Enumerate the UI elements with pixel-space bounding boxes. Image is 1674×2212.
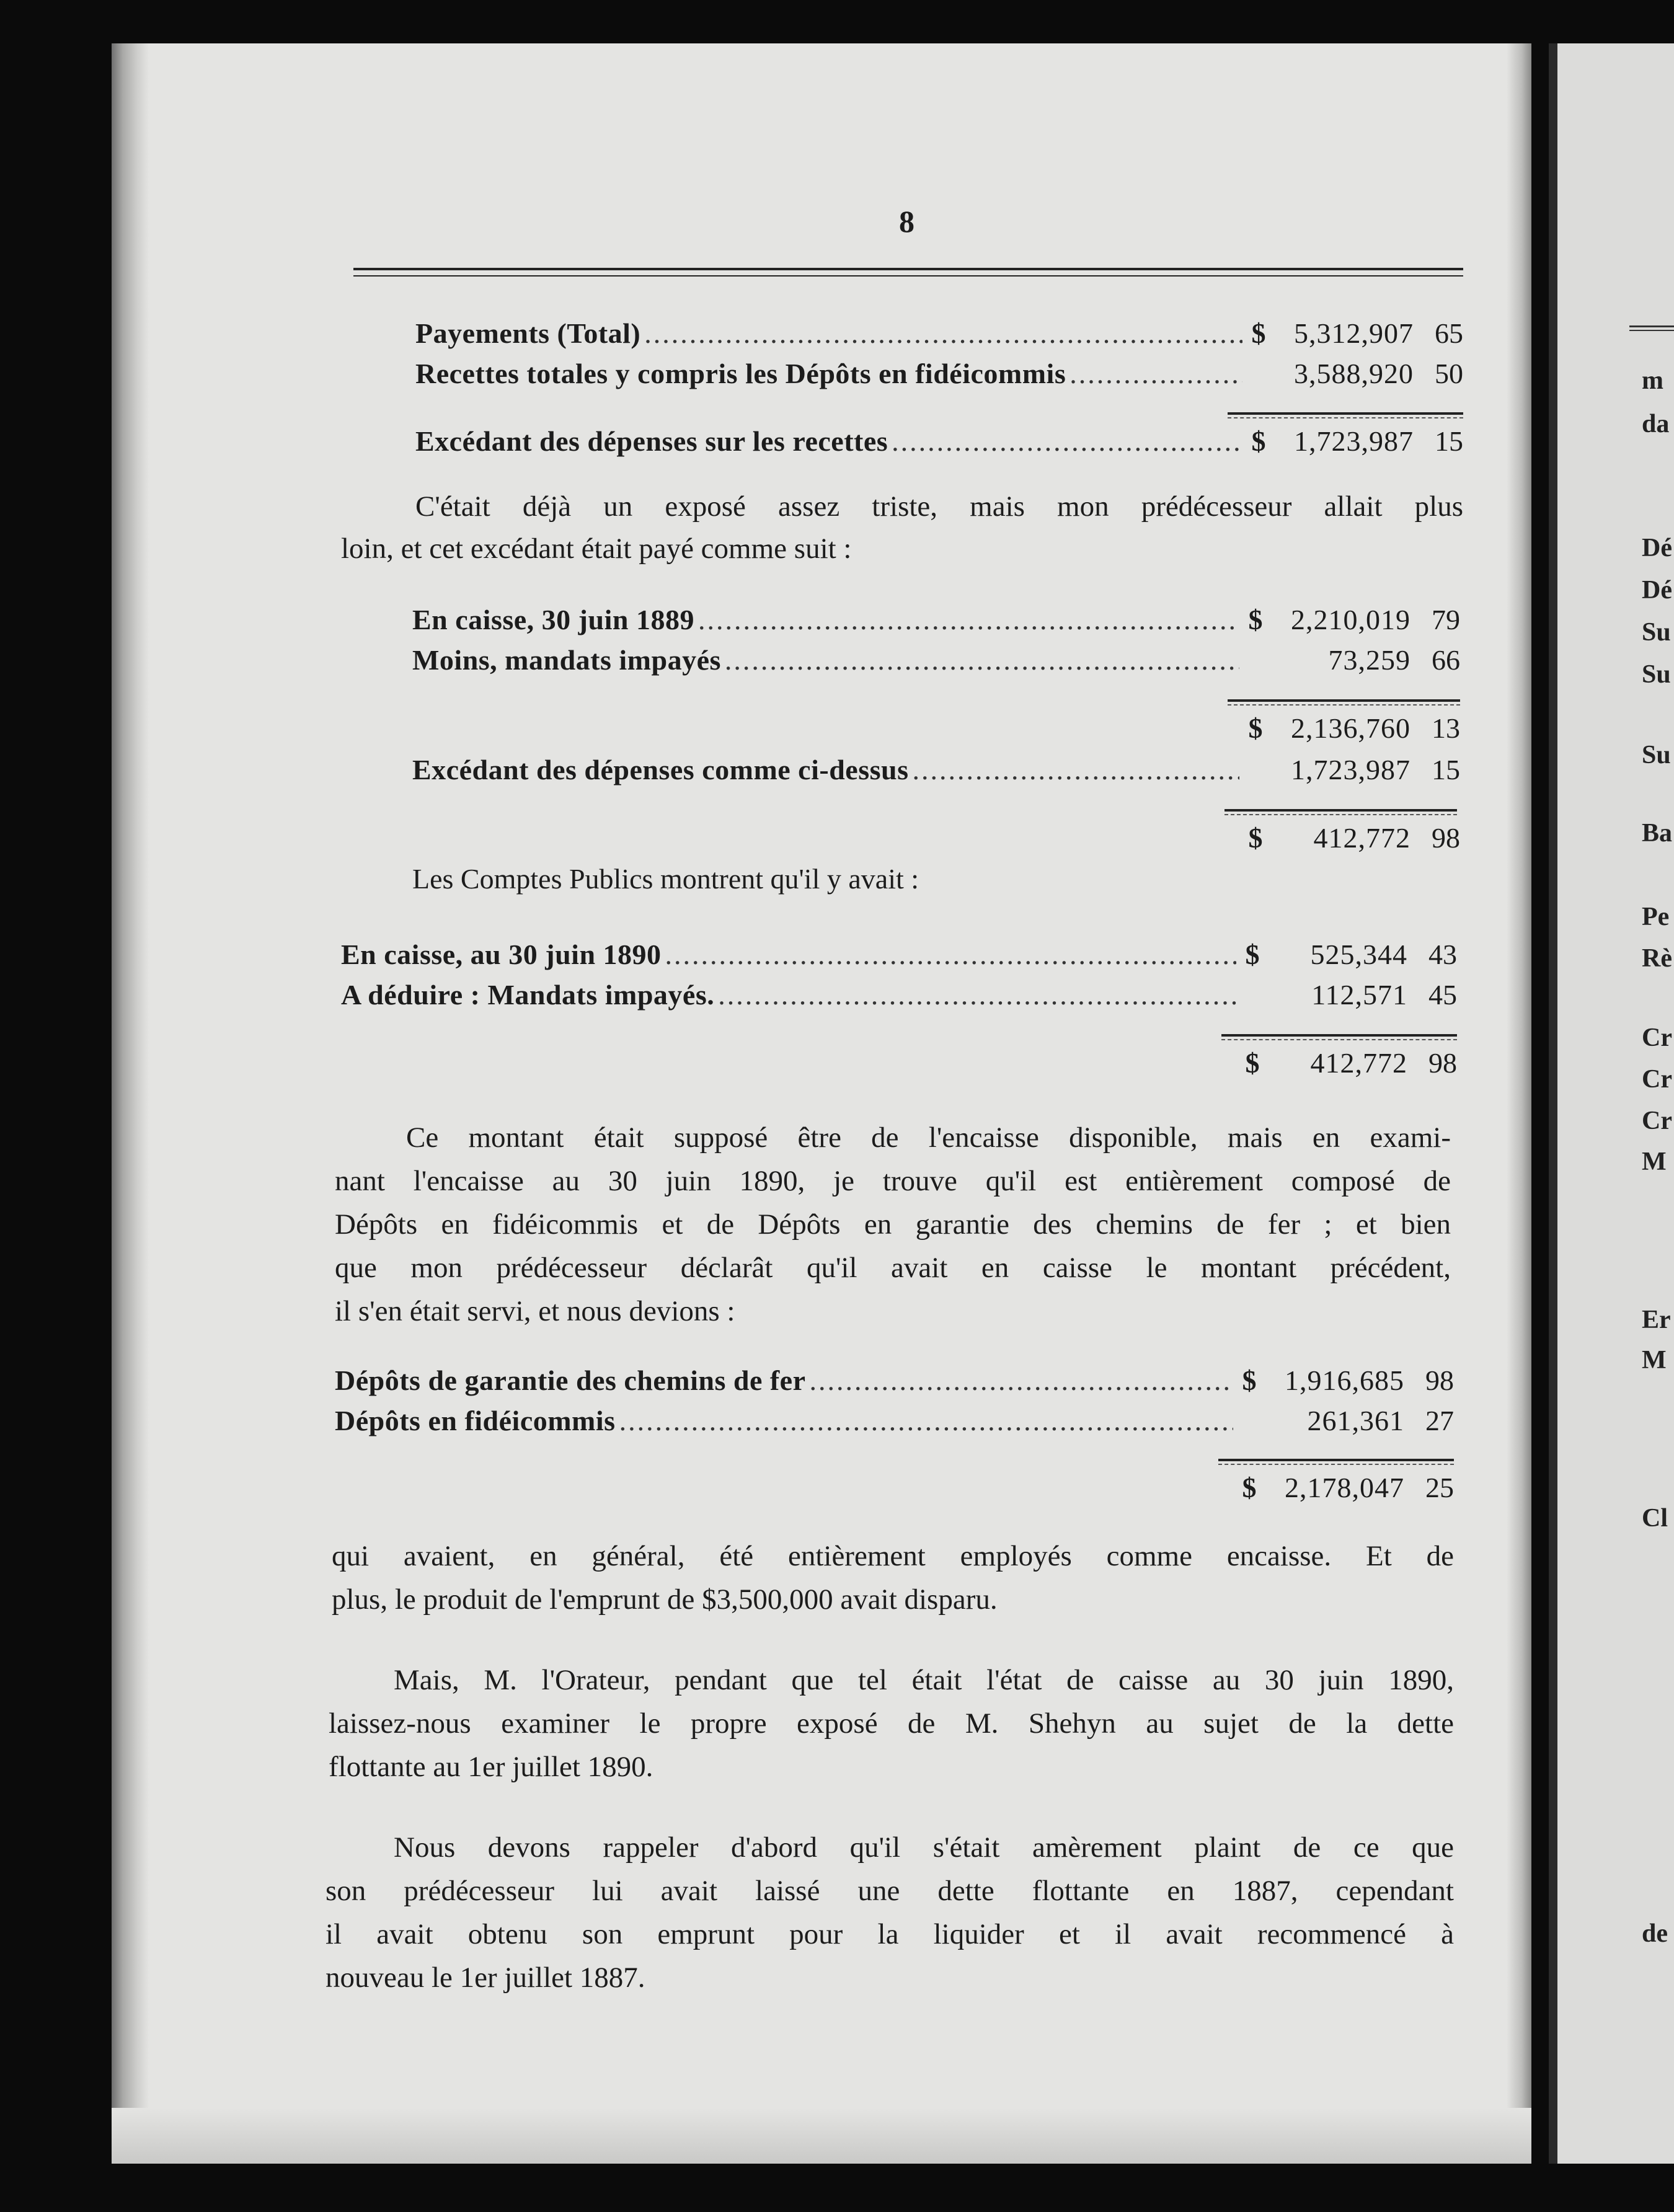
- row-label: A déduire : Mandats impayés.: [341, 979, 715, 1011]
- ledger-row-garantie: [335, 1362, 1454, 1399]
- subtotal-rule: [1228, 412, 1463, 415]
- cents: 65: [1435, 317, 1463, 349]
- dot-leader: [725, 642, 1239, 679]
- fragment: Dé: [1642, 576, 1672, 604]
- fragment: da: [1642, 410, 1670, 438]
- fragment: Su: [1642, 618, 1671, 647]
- ledger-row-excedant: [415, 423, 1463, 460]
- amount: 5,312,907: [1294, 317, 1414, 349]
- row-label: Moins, mandats impayés: [412, 644, 721, 676]
- paragraph-orateur-end: [329, 1745, 1454, 1789]
- amount: 261,361: [1307, 1405, 1404, 1436]
- dot-leader: [665, 936, 1236, 973]
- fragment: M: [1642, 1346, 1667, 1374]
- text-line: C'était déjà un exposé assez triste, mais mon prédécesseur allait plus: [415, 490, 1463, 523]
- amount: 525,344: [1310, 939, 1407, 970]
- row-label: Payements (Total): [415, 317, 641, 349]
- document-page: [112, 43, 1531, 2164]
- ledger-row-recettes: [415, 355, 1463, 392]
- amount: 2,136,760: [1291, 712, 1410, 744]
- text-line: qui avaient, en général, été entièrement employés comme encaisse. Et de: [332, 1540, 1454, 1572]
- dollar-sign: $: [1242, 1365, 1257, 1396]
- paragraph-emprunt: [332, 1534, 1454, 1578]
- fragment: Su: [1642, 660, 1671, 689]
- text-line: flottante au 1er juillet 1890.: [329, 1751, 653, 1783]
- paragraph-orateur: [329, 1658, 1454, 1745]
- subtotal-rule: [1221, 1034, 1457, 1037]
- paragraph-dette-flottante-end: [326, 1956, 1454, 1999]
- text-line: Dépôts en fidéicommis et de Dépôts en garantie des chemins de fer ; et bien: [335, 1208, 1451, 1241]
- ledger-row-a-deduire: [341, 976, 1457, 1014]
- text-line: il avait obtenu son emprunt pour la liquider et il avait recommencé à: [326, 1918, 1454, 1950]
- cents: 98: [1432, 822, 1460, 854]
- amount: 2,210,019: [1291, 604, 1410, 635]
- cents: 25: [1425, 1472, 1454, 1503]
- row-label: Excédant des dépenses comme ci-dessus: [412, 754, 909, 785]
- text-line: Ce montant était supposé être de l'encaisse disponible, mais en exami-: [406, 1121, 1451, 1154]
- text-line: plus, le produit de l'emprunt de $3,500,000 avait disparu.: [332, 1583, 998, 1616]
- cents: 15: [1432, 754, 1460, 785]
- dollar-sign: $: [1245, 939, 1260, 970]
- cents: 50: [1435, 358, 1463, 389]
- cents: 13: [1432, 712, 1460, 744]
- fragment: Ba: [1642, 819, 1673, 847]
- amount: 1,916,685: [1285, 1365, 1404, 1396]
- dollar-sign: $: [1245, 1047, 1260, 1079]
- cents: 79: [1432, 604, 1460, 635]
- text-line: laissez-nous examiner le propre exposé de M. Shehyn au sujet de la dette: [329, 1707, 1454, 1740]
- paragraph-encaisse: [335, 1116, 1451, 1290]
- ledger-row-deposits-total: [335, 1469, 1454, 1506]
- subtotal-rule: [1224, 809, 1457, 812]
- cents: 66: [1432, 644, 1460, 676]
- page-gutter: [1549, 43, 1557, 2164]
- dot-leader: [1070, 355, 1242, 392]
- dollar-sign: $: [1251, 317, 1266, 349]
- fragment: Dé: [1642, 534, 1672, 562]
- dollar-sign: $: [1248, 604, 1263, 635]
- dot-leader: [892, 423, 1242, 460]
- cents: 15: [1435, 425, 1463, 457]
- dollar-sign: $: [1251, 425, 1266, 457]
- fragment: M: [1642, 1148, 1667, 1176]
- cents: 43: [1428, 939, 1457, 970]
- paragraph-intro-cont: [341, 527, 1463, 570]
- text-line: nouveau le 1er juillet 1887.: [326, 1962, 645, 1994]
- amount: 3,588,920: [1294, 358, 1414, 389]
- dollar-sign: $: [1248, 712, 1263, 744]
- cents: 45: [1428, 979, 1457, 1011]
- header-rule-thin: [353, 275, 1463, 276]
- fragment: Cr: [1642, 1107, 1672, 1135]
- ledger-row-fideicommis: [335, 1402, 1454, 1440]
- ledger-row-mandats: [412, 642, 1460, 679]
- text-line: loin, et cet excédant était payé comme suit :: [341, 533, 852, 565]
- dot-leader: [912, 751, 1239, 789]
- adjacent-page: [1549, 43, 1674, 2164]
- paragraph-emprunt-end: [332, 1578, 1454, 1621]
- dot-leader: [810, 1362, 1233, 1399]
- row-label: En caisse, 30 juin 1889: [412, 604, 694, 635]
- header-rule: [353, 268, 1463, 270]
- fragment: Cr: [1642, 1065, 1672, 1094]
- fragment: Er: [1642, 1306, 1671, 1334]
- amount: 412,772: [1313, 822, 1410, 854]
- dot-leader: [619, 1402, 1233, 1440]
- amount: 412,772: [1310, 1047, 1407, 1079]
- dot-leader: [718, 976, 1236, 1014]
- dollar-sign: $: [1242, 1472, 1257, 1503]
- header-rule: [1629, 325, 1674, 331]
- amount: 112,571: [1311, 979, 1407, 1011]
- fragment: Cl: [1642, 1504, 1668, 1533]
- amount: 1,723,987: [1291, 754, 1410, 785]
- cents: 98: [1425, 1365, 1454, 1396]
- text-line: Nous devons rappeler d'abord qu'il s'était amèrement plaint de ce que: [394, 1831, 1454, 1864]
- ledger-row-excedant-ci-dessus: [412, 751, 1460, 789]
- subtotal-rule: [1228, 699, 1460, 702]
- text-line: Les Comptes Publics montrent qu'il y avait :: [412, 863, 919, 895]
- ledger-row-payements: [415, 315, 1463, 352]
- text-line: nant l'encaisse au 30 juin 1890, je trouve qu'il est entièrement composé de: [335, 1165, 1451, 1197]
- subtotal-rule: [1218, 1459, 1454, 1461]
- fragment: Pe: [1642, 903, 1670, 931]
- row-label: Dépôts de garantie des chemins de fer: [335, 1365, 806, 1396]
- dot-leader: [644, 315, 1242, 352]
- ledger-row-balance-1890: [341, 1045, 1457, 1082]
- amount: 2,178,047: [1285, 1472, 1404, 1503]
- page-number: 8: [899, 204, 914, 239]
- paragraph-encaisse-end: [335, 1290, 1451, 1333]
- ledger-row-caisse-1890: [341, 936, 1457, 973]
- cents: 98: [1428, 1047, 1457, 1079]
- cents: 27: [1425, 1405, 1454, 1436]
- fragment: de: [1642, 1919, 1668, 1948]
- dollar-sign: $: [1248, 822, 1263, 854]
- fragment: Su: [1642, 741, 1671, 769]
- fragment: Rè: [1642, 944, 1672, 973]
- text-line: son prédécesseur lui avait laissé une dette flottante en 1887, cependant: [326, 1875, 1454, 1907]
- paragraph-dette-flottante: [326, 1826, 1454, 1956]
- fragment: m: [1642, 366, 1663, 395]
- fragment: Cr: [1642, 1024, 1672, 1052]
- row-label: Dépôts en fidéicommis: [335, 1405, 616, 1436]
- amount: 73,259: [1328, 644, 1410, 676]
- dot-leader: [698, 601, 1239, 639]
- ledger-row-subtotal: [412, 710, 1460, 747]
- row-label: En caisse, au 30 juin 1890: [341, 939, 662, 970]
- ledger-row-balance-1889: [412, 820, 1460, 857]
- amount: 1,723,987: [1294, 425, 1414, 457]
- text-line: Mais, M. l'Orateur, pendant que tel était l'état de caisse au 30 juin 1890,: [394, 1664, 1454, 1696]
- comptes-publics-line: [412, 860, 1218, 898]
- row-label: Excédant des dépenses sur les recettes: [415, 425, 888, 457]
- ledger-row-caisse-1889: [412, 601, 1460, 639]
- paragraph-intro: [341, 485, 1463, 528]
- row-label: Recettes totales y compris les Dépôts en fidéicommis: [415, 358, 1066, 389]
- text-line: que mon prédécesseur déclarât qu'il avait en caisse le montant précédent,: [335, 1252, 1451, 1284]
- text-line: il s'en était servi, et nous devions :: [335, 1295, 735, 1327]
